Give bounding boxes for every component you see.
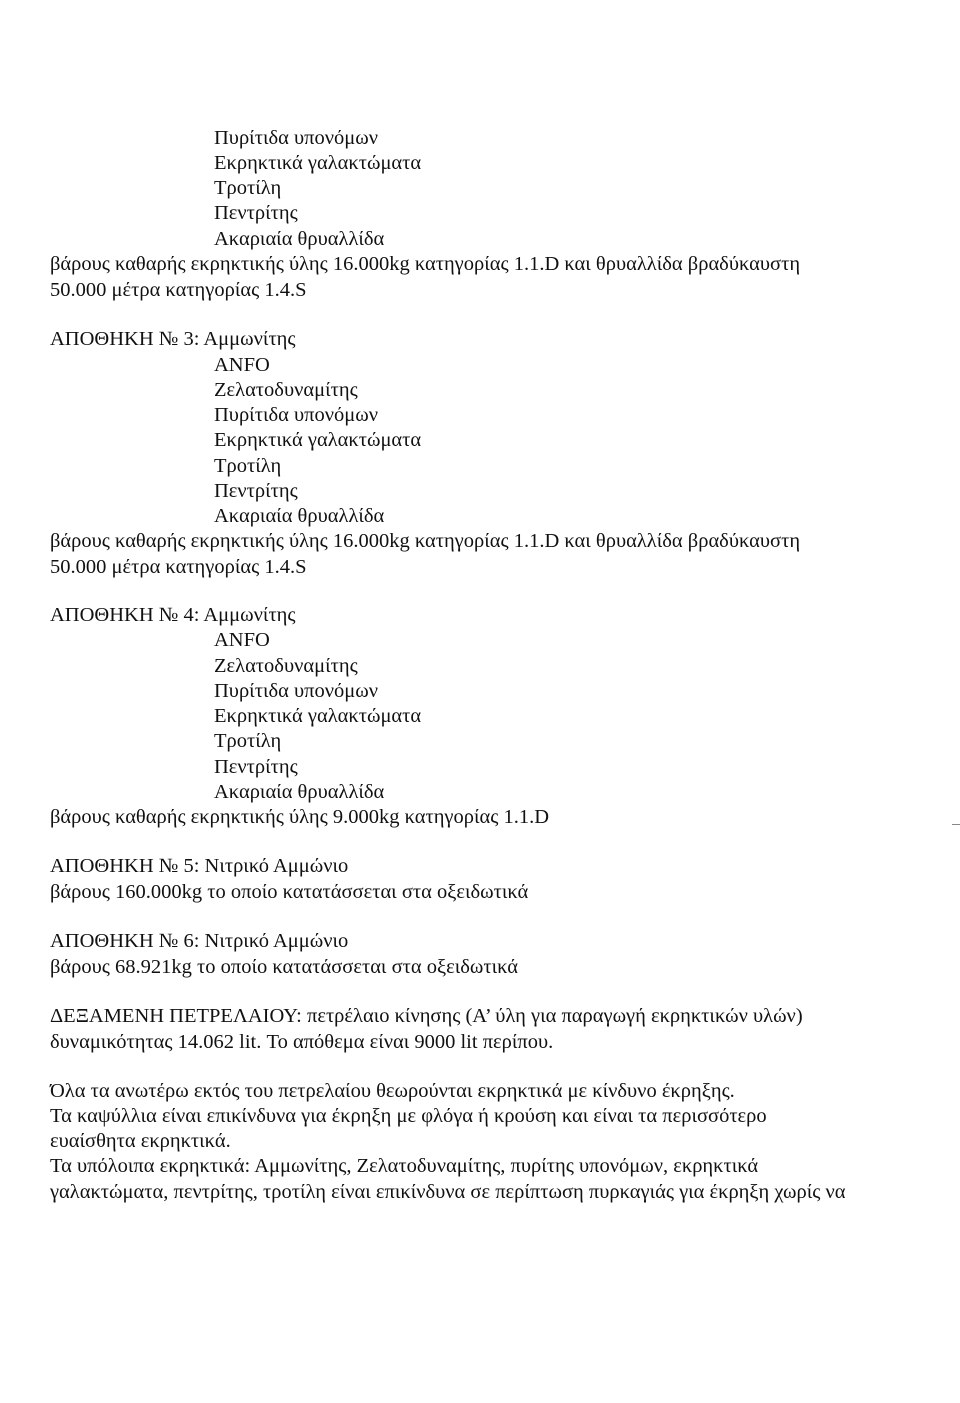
list-item: Πυρίτιδα υπονόμων: [214, 680, 378, 702]
list-item: Ακαριαία θρυαλλίδα: [214, 781, 385, 803]
warehouse-heading: ΑΠΟΘΗΚΗ № 5: Νιτρικό Αμμώνιο: [50, 855, 349, 877]
list-item: Πυρίτιδα υπονόμων: [214, 404, 378, 426]
list-item: Πεντρίτης: [214, 480, 298, 502]
warehouse-heading: ΑΠΟΘΗΚΗ № 6: Νιτρικό Αμμώνιο: [50, 930, 349, 952]
list-item: Ακαριαία θρυαλλίδα: [214, 505, 385, 527]
note-line: ευαίσθητα εκρηκτικά.: [50, 1130, 231, 1152]
list-item: Εκρηκτικά γαλακτώματα: [214, 705, 422, 727]
list-item: Τροτίλη: [214, 177, 282, 199]
list-item: Εκρηκτικά γαλακτώματα: [214, 152, 422, 174]
list-item: Πυρίτιδα υπονόμων: [214, 127, 378, 149]
weight-line: βάρους καθαρής εκρηκτικής ύλης 9.000kg κατηγορίας 1.1.D: [50, 806, 550, 828]
weight-line: βάρους καθαρής εκρηκτικής ύλης 16.000kg κατηγορίας 1.1.D και θρυαλλίδα βραδύκαυστη: [50, 253, 801, 275]
list-item: Πεντρίτης: [214, 756, 298, 778]
note-line: Τα υπόλοιπα εκρηκτικά: Αμμωνίτης, Ζελατοδυναμίτης, πυρίτης υπονόμων, εκρηκτικά: [50, 1155, 759, 1177]
weight-line: 50.000 μέτρα κατηγορίας 1.4.S: [50, 279, 307, 301]
list-item: ANFO: [214, 354, 270, 376]
weight-line: 50.000 μέτρα κατηγορίας 1.4.S: [50, 556, 307, 578]
weight-line: βάρους καθαρής εκρηκτικής ύλης 16.000kg κατηγορίας 1.1.D και θρυαλλίδα βραδύκαυστη: [50, 530, 801, 552]
list-item: Ζελατοδυναμίτης: [214, 655, 358, 677]
list-item: Ζελατοδυναμίτης: [214, 379, 358, 401]
list-item: Τροτίλη: [214, 455, 282, 477]
list-item: Πεντρίτης: [214, 202, 298, 224]
list-item: Ακαριαία θρυαλλίδα: [214, 228, 385, 250]
scan-edge-mark: [952, 824, 960, 825]
list-item: Τροτίλη: [214, 730, 282, 752]
warehouse-heading: ΑΠΟΘΗΚΗ № 4: Αμμωνίτης: [50, 604, 296, 626]
note-line: Τα καψύλλια είναι επικίνδυνα για έκρηξη με φλόγα ή κρούση και είναι τα περισσότερο: [50, 1105, 767, 1127]
note-line: γαλακτώματα, πεντρίτης, τροτίλη είναι επικίνδυνα σε περίπτωση πυρκαγιάς για έκρηξη χωρίς να: [50, 1181, 846, 1203]
list-item: ANFO: [214, 629, 270, 651]
weight-line: βάρους 160.000kg το οποίο κατατάσσεται στα οξειδωτικά: [50, 881, 529, 903]
tank-line: ΔΕΞΑΜΕΝΗ ΠΕΤΡΕΛΑΙΟΥ: πετρέλαιο κίνησης (Α’ ύλη για παραγωγή εκρηκτικών υλών): [50, 1005, 803, 1027]
tank-line: δυναμικότητας 14.062 lit. Το απόθεμα είναι 9000 lit περίπου.: [50, 1031, 554, 1053]
list-item: Εκρηκτικά γαλακτώματα: [214, 429, 422, 451]
warehouse-heading: ΑΠΟΘΗΚΗ № 3: Αμμωνίτης: [50, 328, 296, 350]
note-line: Όλα τα ανωτέρω εκτός του πετρελαίου θεωρούνται εκρηκτικά με κίνδυνο έκρηξης.: [50, 1080, 735, 1102]
weight-line: βάρους 68.921kg το οποίο κατατάσσεται στα οξειδωτικά: [50, 956, 519, 978]
